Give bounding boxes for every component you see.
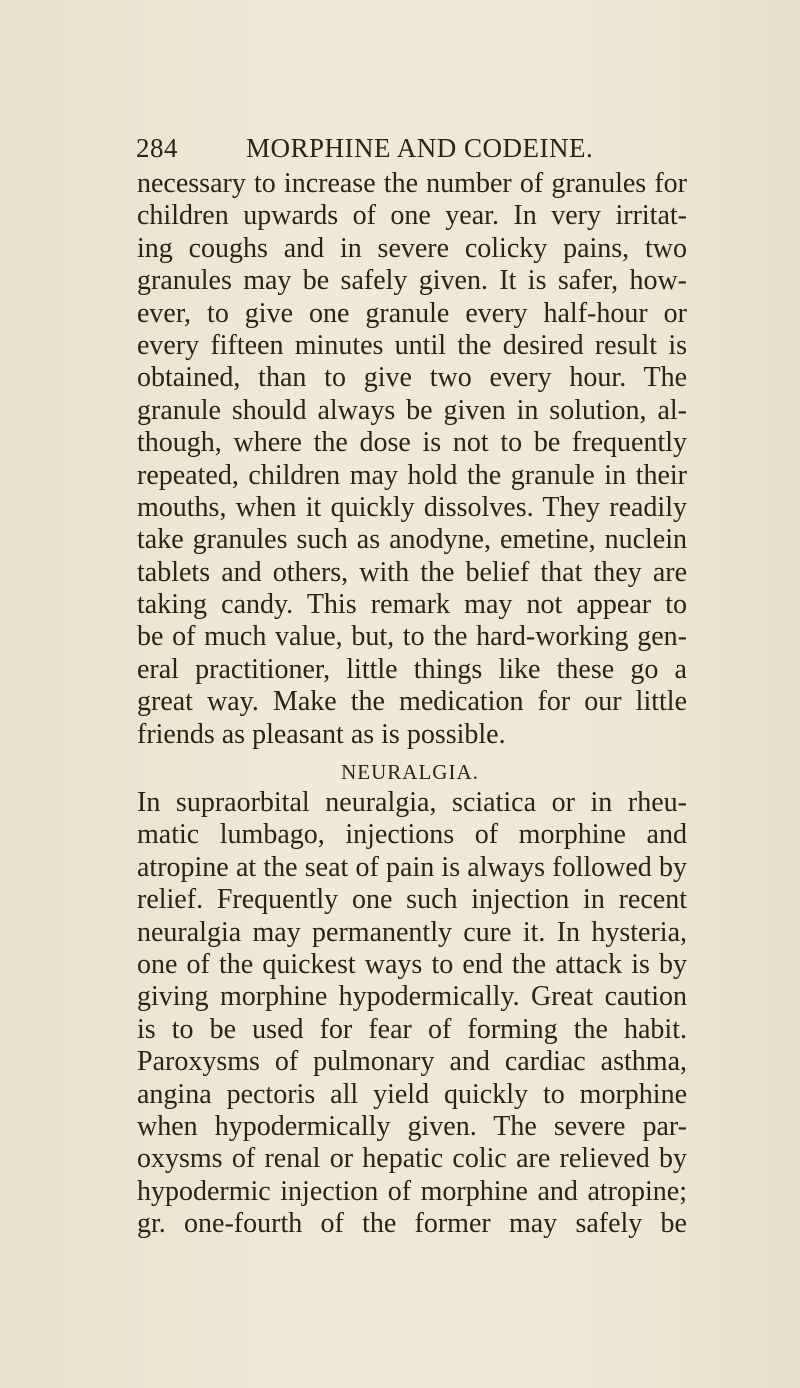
text-line: In supraorbital neuralgia, sciatica or in rheu- (137, 787, 687, 818)
text-line: neuralgia may permanently cure it. In hysteria, (137, 916, 687, 948)
text-line: gr. one-fourth of the former may safely be (137, 1208, 687, 1240)
text-line: repeated, children may hold the granule in their (137, 459, 687, 491)
text-line: hypodermic injection of morphine and atropine; (137, 1175, 687, 1207)
text-line: angina pectoris all yield quickly to morphine (137, 1078, 687, 1110)
text-line: one of the quickest ways to end the attack is by (137, 948, 687, 980)
running-head: MORPHINE AND CODEINE. (246, 133, 594, 163)
text-line: when hypodermically given. The severe par- (137, 1110, 687, 1142)
text-line: children upwards of one year. In very irritat- (137, 200, 687, 232)
text-line: friends as pleasant as is possible. (137, 718, 506, 750)
page-number: 284 (136, 133, 178, 163)
text-line: every fifteen minutes until the desired result is (137, 329, 687, 361)
text-line: granules may be safely given. It is safer, how- (137, 265, 687, 297)
text-line: ever, to give one granule every half-hour or (137, 297, 687, 329)
text-line: relief. Frequently one such injection in recent (137, 884, 687, 916)
text-line: oxysms of renal or hepatic colic are relieved by (137, 1143, 687, 1175)
text-line: is to be used for fear of forming the habit. (137, 1013, 687, 1045)
page-header (136, 133, 696, 173)
text-line: ing coughs and in severe colicky pains, two (137, 232, 687, 264)
text-line: Paroxysms of pulmonary and cardiac asthma, (137, 1046, 687, 1078)
text-line: mouths, when it quickly dissolves. They readily (137, 491, 687, 523)
paragraph-2 (137, 787, 687, 1240)
text-line: giving morphine hypodermically. Great caution (137, 981, 687, 1013)
text-line: though, where the dose is not to be frequently (137, 427, 687, 459)
text-line: atropine at the seat of pain is always followed by (137, 851, 687, 883)
text-line: taking candy. This remark may not appear to (137, 589, 687, 621)
text-line: matic lumbago, injections of morphine and (137, 819, 687, 851)
text-line: necessary to increase the number of granules for (137, 168, 687, 199)
text-line: great way. Make the medication for our little (137, 686, 687, 718)
text-line: eral practitioner, little things like these go a (137, 653, 687, 685)
text-line: take granules such as anodyne, emetine, nuclein (137, 524, 687, 556)
text-line: obtained, than to give two every hour. The (137, 362, 687, 394)
section-heading: NEURALGIA. (341, 760, 479, 784)
text-line: granule should always be given in solution, al- (137, 394, 687, 426)
text-line: tablets and others, with the belief that they are (137, 556, 687, 588)
paragraph-1 (137, 168, 687, 751)
text-line: be of much value, but, to the hard-working gen- (137, 621, 687, 653)
